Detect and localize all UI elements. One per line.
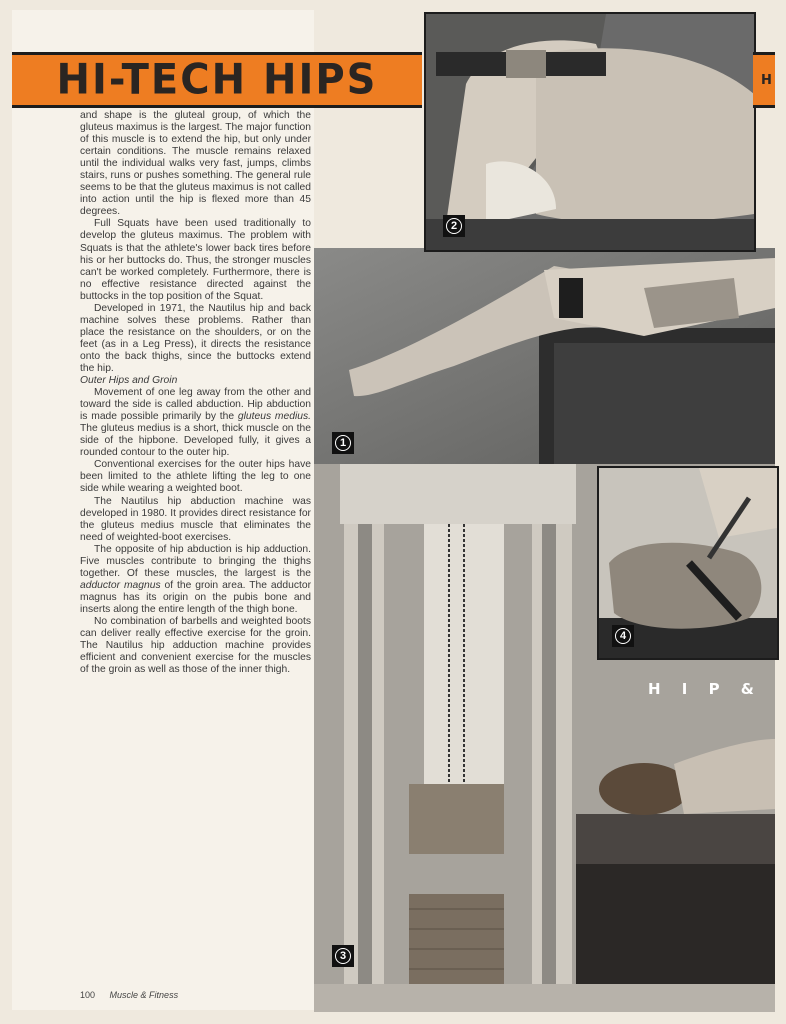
article-body: [80, 110, 311, 676]
paragraph-3: Developed in 1971, the Nautilus hip and back machine solves these problems. Rather than place the resistance on the shoulders, or on the feet (as in a Leg Press), it directs the resistance onto the back thighs, since the buttocks extend the hip.: [80, 302, 311, 374]
photo-badge-4: 4: [612, 625, 634, 647]
paragraph-1: and shape is the gluteal group, of which the gluteus maximus is the largest. The major function of this muscle is to extend the hip, but only under certain conditions. The muscle remains relaxed until the individual walks very fast, jumps, climbs stairs, runs or pushes something. The general rule seems to be that the gluteus maximus is not called into action until the hip is flexed more than 45 degrees.: [80, 110, 311, 218]
paragraph-6: The Nautilus hip abduction machine was developed in 1980. It provides direct resistance for the gluteus medius muscle that eliminates the need of weighted-boot exercises.: [80, 495, 311, 543]
photo-hip-back-machine: [314, 248, 775, 464]
header-banner-continuation: [753, 52, 775, 108]
paragraph-7: The opposite of hip abduction is hip adduction. Five muscles contribute to bringing the thighs together. Of these muscles, the largest is the adductor magnus of the groin area. The adductor magnus has its origin on the pubis bone and inserts along the entire length of the thigh bone.: [80, 543, 311, 615]
magazine-name: Muscle & Fitness: [109, 990, 179, 1000]
paragraph-4: Movement of one leg away from the other and toward the side is called abduction. Hip abduction is made possible primarily by the gluteus medius. The gluteus medius is a short, thick muscle on the side of the hipbone. Developed fully, it gives a rounded contour to the outer hip.: [80, 387, 311, 459]
photo-badge-2: 2: [443, 215, 465, 237]
photo-badge-1: 1: [332, 432, 354, 454]
page-number: 100: [80, 990, 96, 1000]
paragraph-5: Conventional exercises for the outer hips have been limited to the athlete lifting the leg to one side while wearing a weighted boot.: [80, 459, 311, 495]
photo-hip-abduction-closeup: [424, 12, 756, 252]
banner-fragment: H: [761, 73, 772, 88]
overlay-hip-heading: H I P &: [648, 680, 762, 698]
page-title: HI-TECH HIPS: [56, 55, 378, 105]
paragraph-2: Full Squats have been used traditionally to develop the gluteus maximus. The problem with Squats is that the athlete's lower back tires before his or her buttocks do. Thus, the stronger muscles can't be worked completely. Furthermore, there is no effective resistance directed against the buttocks in the top position of the Squat.: [80, 218, 311, 302]
photo-badge-3: 3: [332, 945, 354, 967]
paragraph-8: No combination of barbells and weighted boots can deliver really effective exercise for the groin. The Nautilus hip adduction machine provides efficient and convenient exercise for the muscles of the groin as well as those of the inner thigh.: [80, 615, 311, 676]
header-banner: [12, 52, 422, 108]
page-footer: [80, 990, 190, 1000]
subhead-outer-hips: Outer Hips and Groin: [80, 375, 178, 387]
